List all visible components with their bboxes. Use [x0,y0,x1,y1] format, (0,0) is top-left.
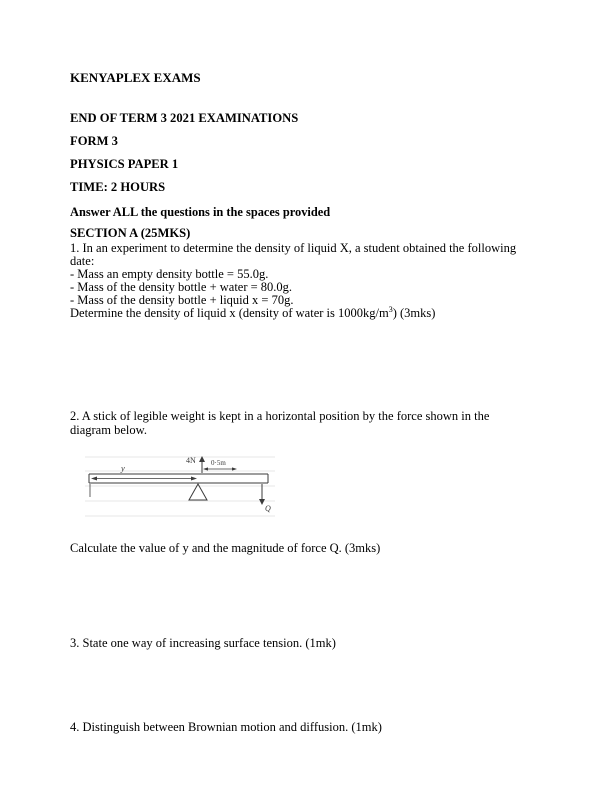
question-1-marks: ) (3mks) [392,305,436,320]
exam-header-line-2: FORM 3 [70,134,118,149]
question-1-item-3: - Mass of the density bottle + liquid x = 70g. [70,292,294,307]
exam-header-line-3: PHYSICS PAPER 1 [70,157,179,172]
lever-diagram-sketch [85,452,275,524]
exam-title: KENYAPLEX EXAMS [70,70,201,85]
exam-header-line-1: END OF TERM 3 2021 EXAMINATIONS [70,111,299,126]
question-1-superscript: 3 [388,304,393,314]
question-1-item-1: - Mass an empty density bottle = 55.0g. [70,267,269,281]
half-metre-label: 0·5m [211,459,226,467]
question-2-text: 2. A stick of legible weight is kept in a horizontal position by the force shown in the diagram below. [70,408,490,438]
half-metre-dimension [203,467,237,470]
force-q-label: Q [265,504,271,513]
question-2-task: Calculate the value of y and the magnitude of force Q. (3mks) [70,541,381,555]
exam-header-line-4: TIME: 2 HOURS [70,179,166,194]
question-1 [70,242,538,319]
y-label: y [121,463,125,473]
question-1-item-2: - Mass of the density bottle + water = 80.0g. [70,279,293,294]
exam-instruction: Answer ALL the questions in the spaces provided [70,204,331,219]
question-2-diagram [85,452,275,524]
pivot-triangle [189,484,207,500]
force-q-arrow [259,484,265,505]
force-4n-arrow [199,456,205,473]
y-dimension-arrow [91,477,197,481]
section-a-title: SECTION A (25MKS) [70,226,191,241]
question-1-intro: 1. In an experiment to determine the density of liquid X, a student obtained the following date: [70,241,517,269]
question-4: 4. Distinguish between Brownian motion and diffusion. (1mk) [70,719,382,734]
question-1-task [70,304,538,320]
question-1-task-text: Determine the density of liquid x (density of water is 1000kg/m [70,305,389,320]
force-4n-label: 4N [186,456,196,465]
ruled-lines [85,457,275,516]
question-3: 3. State one way of increasing surface tension. (1mk) [70,635,336,650]
